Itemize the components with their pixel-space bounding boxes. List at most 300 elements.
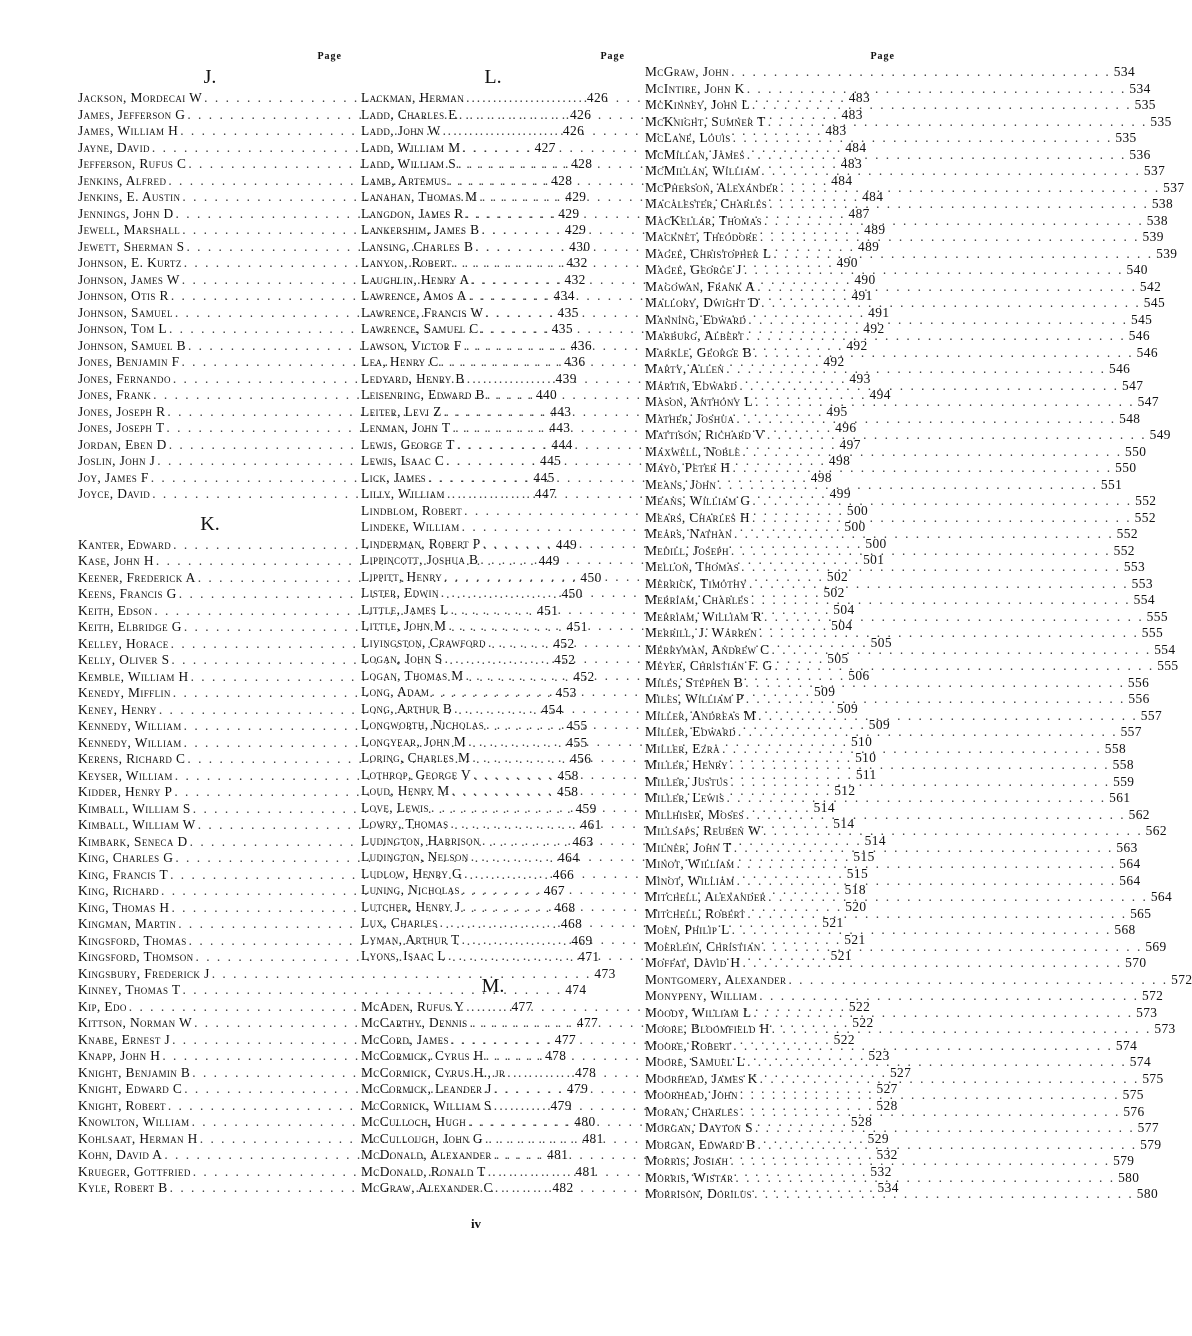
index-entry [645,179,1185,197]
index-entry [645,559,1146,576]
entry-name: Kip, Edo [78,998,127,1014]
dot-leader [772,642,1152,659]
entry-name: Lawrence, Samuel C [361,321,479,336]
entry-name: Krueger, Gottfried [78,1163,191,1179]
entry-name: Miller, Andreas M [645,707,757,723]
entry-name: Miles, Stephen B [645,674,744,690]
dot-leader [761,295,1141,312]
entry-name: Moore, Bloomfield H [645,1021,770,1036]
entry-name: Lyman, Arthur T [361,931,460,947]
entry-page-number: 534 [1129,80,1151,96]
entry-page-number: 452 [554,652,576,667]
index-entry [78,982,587,999]
entry-name: MacKellar, Thomas [645,212,763,228]
index-entry [645,1054,1152,1071]
entry-page-number: 444 [551,436,573,452]
index-entry [645,295,1166,312]
entry-name: Magowan, Frank A [645,278,756,294]
entry-page-number: 510 [855,750,877,765]
dot-leader [755,1120,1135,1137]
entry-name: McLane, Louis [645,130,731,145]
entry-page-number: 580 [1136,1186,1159,1201]
entry-page-number: 440 [535,387,558,402]
entry-page-number: 535 [1150,113,1172,129]
entry-name: Miller, Ezra [645,740,721,756]
entry-name: Lippincott, Joshua B [361,552,479,567]
entry-name: Lutcher, Henry J [361,898,461,914]
index-entry [645,608,1168,626]
entry-page-number: 573 [1154,1021,1176,1036]
entry-page-number: 546 [1108,361,1131,376]
entry-name: Jones, Frank [78,387,152,402]
entry-page-number: 443 [550,403,572,419]
entry-name: Moen, Philip L [645,922,730,937]
entry-page-number: 451 [566,619,588,634]
entry-page-number: 574 [1115,1037,1138,1053]
entry-page-number: 550 [1125,443,1147,459]
dot-leader [730,1153,1110,1170]
entry-page-number: 538 [1151,196,1174,211]
entry-page-number: 548 [1119,410,1141,426]
entry-name: Loring, Charles M [361,750,471,765]
entry-page-number: 552 [1134,509,1156,525]
dot-leader [763,939,1143,956]
entry-page-number: 515 [853,849,875,864]
entry-name: King, Thomas H [78,899,170,915]
entry-page-number: 490 [836,255,858,270]
entry-page-number: 515 [846,865,869,881]
entry-name: Lawrence, Francis W [361,304,484,320]
entry-name: Meyer, Christian F. G [645,658,773,673]
entry-page-number: 452 [553,635,575,651]
entry-name: Moorhead, John [645,1087,738,1102]
entry-name: Kerens, Richard C [78,751,186,766]
entry-name: Martin, Edward [645,377,738,393]
entry-name: Knabe, Ernest J [78,1031,171,1047]
entry-page-number: 502 [826,568,849,584]
entry-page-number: 498 [810,469,832,485]
entry-name: Long, Arthur B [361,700,453,716]
index-entry [645,146,1151,164]
entry-page-number: 558 [1112,757,1134,772]
entry-page-number: 534 [1113,64,1136,79]
entry-page-number: 504 [831,618,853,633]
entry-page-number: 501 [863,552,885,567]
entry-page-number: 492 [823,354,845,369]
index-entry [645,344,1158,362]
entry-name: King, Francis T [78,866,169,882]
index-entry [645,212,1168,230]
entry-page-number: 469 [571,932,593,948]
entry-name: Lanyon, Robert [361,255,452,270]
entry-page-number: 505 [827,651,849,666]
index-entry [645,328,1150,345]
dot-leader [773,246,1153,263]
entry-page-number: 478 [574,1064,597,1080]
entry-name: Lick, James [361,469,426,485]
dot-leader [737,873,1117,890]
entry-name: Maxwell, Noble [645,443,741,459]
entry-name: James, William H [78,123,179,138]
entry-page-number: 552 [1116,526,1138,541]
entry-page-number: 575 [1142,1070,1164,1086]
entry-page-number: 428 [571,156,593,171]
entry-page-number: 509 [814,684,836,699]
entry-page-number: 494 [869,387,891,402]
entry-name: McGraw, Alexander C [361,1180,493,1195]
entry-page-number: 452 [573,668,595,684]
entry-name: Kingman, Martin [78,916,177,931]
entry-name: Johnson, James W [78,271,180,287]
entry-name: Minot, William [645,872,735,888]
entry-name: Longworth, Nicholas [361,717,485,732]
entry-page-number: 518 [844,882,866,897]
entry-name: Johnson, Samuel [78,304,173,320]
dot-leader [757,1137,1137,1154]
entry-name: Kemble, William H [78,668,189,684]
entry-name: Keith, Elbridge G [78,619,182,634]
entry-name: Markle, George B [645,344,752,360]
entry-page-number: 497 [839,436,861,452]
entry-page-number: 484 [862,189,884,204]
entry-page-number: 502 [823,585,845,600]
entry-page-number: 579 [1140,1136,1162,1152]
index-entry [645,410,1141,428]
dot-leader [746,691,1126,708]
entry-name: Morgan, Dayton S [645,1120,753,1135]
entry-page-number: 562 [1145,823,1167,838]
entry-name: Lea, Henry C [361,354,439,369]
index-entry [645,575,1153,593]
entry-name: Jefferson, Rufus C [78,156,187,171]
entry-name: Lackman, Herman [361,90,465,105]
entry-name: McDonald, Alexander [361,1147,492,1162]
entry-name: Laughlin, Henry A [361,271,470,287]
entry-name: Jayne, David [78,139,150,155]
dot-leader [730,757,1110,774]
dot-leader [767,427,1147,444]
entry-page-number: 489 [864,222,886,237]
dot-leader [748,312,1128,329]
index-entry [645,1087,1144,1104]
entry-name: Lanahan, Thomas M [361,189,478,204]
entry-page-number: 490 [854,271,876,287]
entry-name: Means, William G [645,493,751,508]
entry-page-number: 471 [578,949,600,964]
dot-leader [769,196,1149,213]
entry-page-number: 563 [1116,839,1138,855]
index-entry [645,625,1164,642]
entry-name: Lowry, Thomas [361,816,449,831]
entry-name: Knight, Robert [78,1097,166,1113]
entry-page-number: 445 [539,453,562,468]
entry-page-number: 549 [1149,427,1171,442]
entry-name: Mears, Nathan [645,526,732,541]
entry-page-number: 559 [1113,773,1135,789]
entry-name: Jones, Benjamin F [78,354,180,369]
entry-name: Joslin, John J [78,453,156,468]
dot-leader [760,1071,1140,1088]
entry-name: Johnson, Otis R [78,288,169,303]
dot-leader [772,1021,1152,1038]
dot-leader [764,213,1144,230]
dot-leader [734,526,1114,543]
entry-name: Longyear, John M [361,733,467,749]
entry-page-number: 500 [844,519,866,534]
dot-leader [752,97,1132,114]
entry-name: Moore, Samuel L [645,1054,746,1069]
entry-name: Logan, John S [361,651,443,666]
entry-page-number: 545 [1130,311,1153,327]
entry-name: Kittson, Norman W [78,1015,193,1030]
entry-name: Keney, Henry [78,701,157,717]
entry-name: Jackson, Mordecai W [78,90,203,105]
entry-name: Johnson, Samuel B [78,337,186,353]
entry-page-number: 553 [1131,575,1153,591]
dot-leader [742,444,1122,461]
entry-page-number: 491 [851,288,873,303]
entry-page-number: 463 [572,833,594,849]
dot-leader [736,411,1116,428]
entry-name: Miller, Lewis [645,790,725,805]
entry-page-number: 537 [1163,179,1185,195]
entry-name: Lindblom, Robert [361,502,463,518]
dot-leader [754,1186,1134,1203]
dot-leader [788,972,1168,989]
index-entry [645,839,1138,857]
index-entry [645,592,1155,609]
entry-page-number: 477 [576,1015,599,1030]
dot-leader [761,163,1141,180]
entry-name: Knapp, John H [78,1048,161,1063]
entry-page-number: 521 [844,931,866,947]
entry-name: Miller, Justus [645,773,729,789]
entry-page-number: 545 [1143,295,1166,310]
entry-name: Lawson, Victor F [361,337,462,353]
entry-name: Joy, James F [78,469,149,485]
entry-page-number: 557 [1120,724,1142,739]
dot-leader [754,345,1134,362]
entry-name: Marty, Allen [645,361,725,376]
entry-page-number: 555 [1157,658,1179,673]
entry-page-number: 538 [1146,212,1168,228]
index-entry [645,823,1167,840]
entry-page-number: 552 [1135,493,1157,508]
section-letter-heading: J. [203,66,217,88]
entry-name: McCormick, Cyrus H [361,1048,484,1063]
index-entry [645,691,1150,708]
index-entry [645,493,1157,510]
entry-page-number: 492 [863,321,885,336]
entry-page-number: 451 [537,602,559,618]
entry-name: Ludington, Harrison [361,832,480,848]
entry-name: Morrison, Dorilus [645,1186,753,1201]
entry-name: Mather, Joshua [645,410,735,426]
entry-name: Mitchell, Robert [645,905,746,921]
entry-name: Mitchell, Alexander [645,889,767,904]
entry-name: Keener, Frederick A [78,569,196,585]
index-entry [645,113,1172,131]
entry-name: Lawrence, Amos A [361,288,467,303]
entry-page-number: 580 [1118,1169,1140,1185]
entry-page-number: 492 [846,337,868,353]
dot-leader [739,378,1119,395]
entry-name: Kennedy, William [78,734,182,750]
entry-page-number: 529 [867,1130,889,1146]
entry-page-number: 572 [1141,988,1164,1003]
index-entry [645,97,1156,114]
dot-leader [775,658,1155,675]
entry-page-number: 535 [1134,97,1156,112]
entry-page-number: 579 [1113,1153,1135,1168]
entry-page-number: 504 [833,601,855,617]
entry-name: Monypeny, William [645,988,758,1003]
index-entry [645,922,1136,939]
entry-page-number: 435 [557,304,579,320]
entry-name: Macalester, Charles [645,196,768,211]
entry-page-number: 449 [538,553,560,568]
entry-page-number: 461 [580,817,602,832]
dot-leader [751,592,1131,609]
dot-leader [726,790,1106,807]
entry-page-number: 493 [849,370,871,386]
entry-name: Merrick, Timothy [645,575,747,591]
entry-name: McIntire, John K [645,80,745,96]
entry-name: Logan, Thomas M [361,667,464,683]
dot-leader [731,543,1111,560]
entry-name: Johnson, Tom L [78,321,167,336]
dot-leader [734,840,1114,857]
entry-name: Moran, Charles [645,1103,739,1119]
dot-leader [768,114,1148,131]
entry-name: Loud, Henry M [361,783,450,798]
entry-page-number: 574 [1129,1054,1152,1069]
entry-name: Mellon, Thomas [645,559,740,574]
index-entry [645,542,1135,560]
entry-name: Livingston, Crawford [361,634,486,650]
entry-page-number: 479 [550,1097,572,1113]
entry-name: McCulloch, Hugh [361,1114,467,1129]
entry-page-number: 558 [1104,740,1127,756]
entry-page-number: 523 [868,1048,890,1063]
entry-name: Merryman, Andrew C [645,641,770,657]
entry-page-number: 496 [835,420,857,435]
entry-page-number: 539 [1156,245,1178,261]
entry-page-number: 484 [831,172,853,188]
entry-page-number: 426 [562,123,585,138]
entry-page-number: 565 [1130,905,1152,921]
entry-name: Lilly, William [361,486,445,501]
entry-name: Little, John M [361,618,447,633]
entry-name: Miller, Edward [645,724,736,739]
entry-page-number: 450 [561,586,583,601]
entry-name: Keyser, William [78,767,173,783]
entry-page-number: 429 [565,189,587,204]
entry-page-number: 483 [848,90,871,105]
entry-name: Linderman, Robert P [361,535,481,551]
entry-page-number: 546 [1136,344,1158,360]
entry-page-number: 555 [1146,608,1168,624]
entry-name: Medill, Joseph [645,542,729,558]
entry-page-number: 528 [876,1097,898,1113]
entry-name: Kinney, Thomas T [78,982,181,997]
entry-page-number: 427 [534,139,556,155]
entry-name: Lothrop, George V [361,766,472,782]
entry-name: Jones, Joseph R [78,403,166,419]
index-entry [645,1169,1140,1187]
entry-page-number: 564 [1150,889,1173,904]
index-entry [645,163,1166,180]
entry-name: Milner, John T [645,839,732,855]
index-entry [645,1021,1176,1038]
index-entry [645,361,1131,378]
entry-name: Knowlton, William [78,1114,190,1129]
entry-page-number: 483 [841,106,863,122]
index-entry [645,278,1162,296]
entry-name: Kimball, William W [78,817,196,832]
index-entry [645,130,1137,147]
dot-leader [733,1038,1113,1055]
entry-page-number: 455 [566,734,588,750]
entry-name: McCornick, William S [361,1097,492,1113]
entry-name: Jones, Joseph T [78,420,165,435]
entry-name: Macknet, Theodore [645,229,758,244]
entry-page-number: 577 [1137,1120,1159,1135]
dot-leader [755,394,1135,411]
entry-name: Kelly, Oliver S [78,652,170,667]
entry-page-number: 536 [1129,146,1151,162]
entry-name: Lansing, Charles B [361,238,474,254]
entry-page-number: 527 [876,1081,898,1096]
entry-page-number: 450 [580,569,602,585]
entry-page-number: 575 [1122,1087,1144,1102]
index-entry [645,905,1152,923]
entry-name: Mattison, Richard V [645,427,765,442]
entry-name: Keith, Edson [78,602,153,618]
entry-name: Langdon, James R [361,205,464,221]
dot-leader [718,477,1098,494]
entry-page-number: 506 [848,667,870,683]
entry-name: Lankershim, James B [361,222,480,237]
entry-page-number: 458 [557,767,579,783]
entry-page-number: 521 [822,915,844,930]
entry-page-number: 459 [575,800,597,816]
entry-page-number: 499 [829,486,851,501]
entry-name: Jenkins, E. Austin [78,189,181,204]
entry-page-number: 483 [840,156,863,171]
dot-leader [747,81,1127,98]
entry-name: Jewell, Marshall [78,222,181,237]
entry-page-number: 554 [1154,641,1176,657]
entry-page-number: 556 [1127,674,1150,690]
entry-page-number: 428 [551,172,573,188]
dot-leader [731,64,1111,81]
dot-leader [757,279,1137,296]
entry-name: Kohlsaat, Herman H [78,1130,198,1146]
index-entry [645,641,1176,659]
entry-name: McMillan, William [645,163,760,178]
entry-page-number: 453 [555,685,577,700]
entry-page-number: 539 [1142,229,1164,244]
dot-leader [768,889,1148,906]
entry-page-number: 467 [543,883,565,898]
entry-name: Mallory, Dwight D [645,295,760,310]
entry-name: Lindeke, William [361,519,460,534]
entry-page-number: 479 [566,1081,589,1096]
entry-name: Merriam, Charles [645,592,749,607]
entry-page-number: 468 [560,916,583,931]
entry-name: Johnson, E. Kurtz [78,255,182,270]
